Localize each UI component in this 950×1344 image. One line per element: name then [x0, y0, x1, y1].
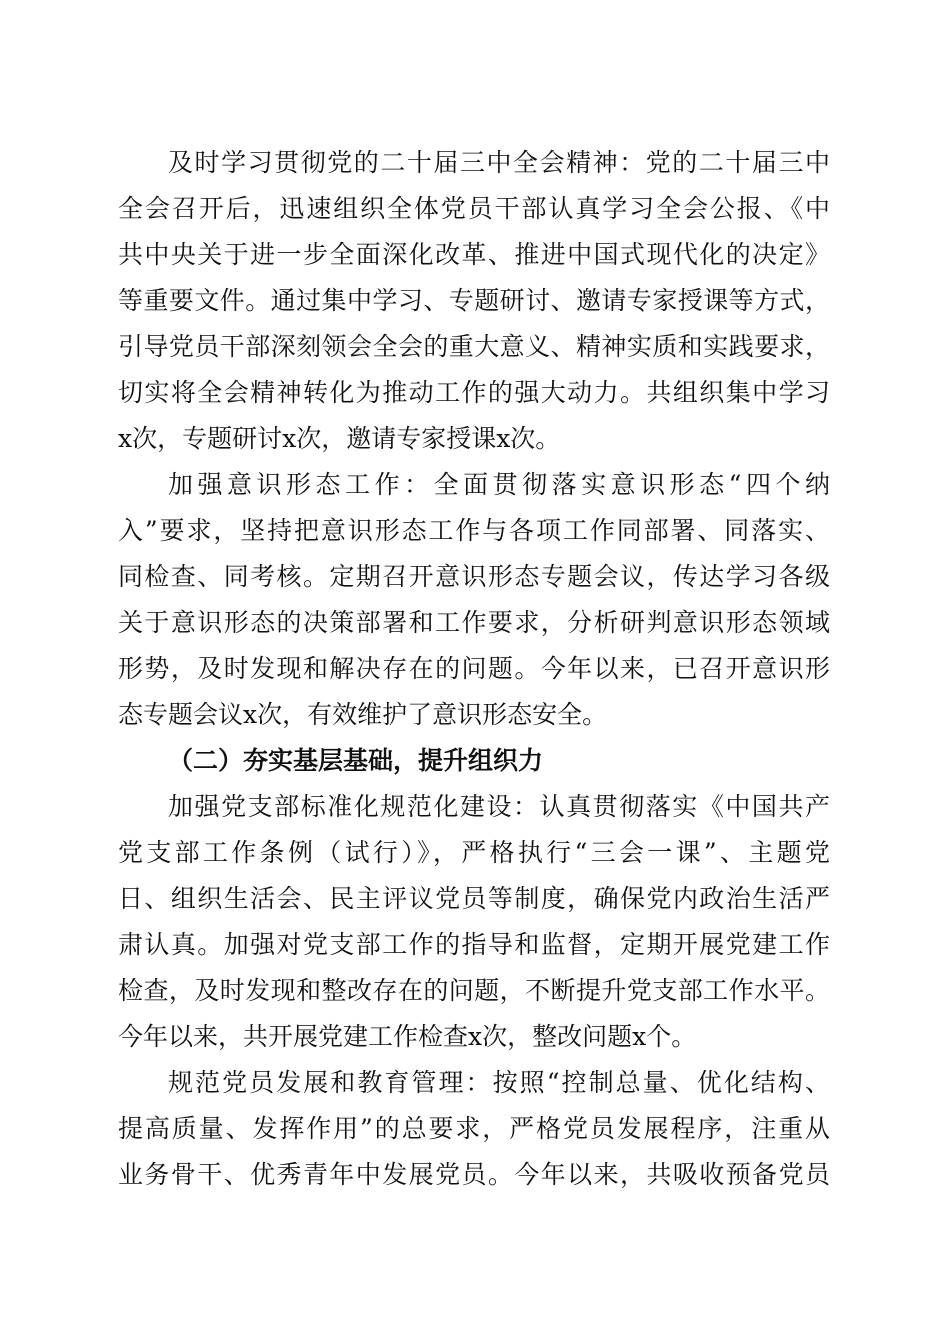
text-line: 等重要文件。通过集中学习、专题研讨、邀请专家授课等方式，: [118, 286, 830, 315]
text-line: 党支部工作条例（试行）》，严格执行“三会一课”、主题党: [118, 838, 830, 867]
text-line: 业务骨干、优秀青年中发展党员。今年以来，共吸收预备党员: [118, 1160, 830, 1189]
text-line: 关于意识形态的决策部署和工作要求，分析研判意识形态领域: [118, 608, 830, 637]
text-line: 加强意识形态工作：全面贯彻落实意识形态“四个纳: [168, 470, 830, 499]
text-line: 切实将全会精神转化为推动工作的强大动力。共组织集中学习: [118, 378, 830, 407]
text-line: 入”要求，坚持把意识形态工作与各项工作同部署、同落实、: [118, 516, 830, 545]
text-line: x次，专题研讨x次，邀请专家授课x次。: [118, 424, 561, 453]
text-line: 日、组织生活会、民主评议党员等制度，确保党内政治生活严: [118, 884, 830, 913]
text-line: 提高质量、发挥作用”的总要求，严格党员发展程序，注重从: [118, 1114, 830, 1143]
section-heading-text: （二）夯实基层基础，提升组织力: [168, 746, 544, 775]
text-line: 肃认真。加强对党支部工作的指导和监督，定期开展党建工作: [118, 930, 830, 959]
text-line: 今年以来，共开展党建工作检查x次，整改问题x个。: [118, 1022, 697, 1051]
text-line: 共中央关于进一步全面深化改革、推进中国式现代化的决定》: [118, 240, 830, 269]
text-line: 态专题会议x次，有效维护了意识形态安全。: [118, 700, 608, 729]
section-heading: [118, 738, 830, 784]
text-line: 全会召开后，迅速组织全体党员干部认真学习全会公报、《中: [118, 194, 830, 223]
text-line: 及时学习贯彻党的二十届三中全会精神：党的二十届三中: [168, 148, 830, 177]
paragraph-branch-standardization: [118, 784, 830, 1060]
text-line: 形势，及时发现和解决存在的问题。今年以来，已召开意识形: [118, 654, 830, 683]
text-line: 检查，及时发现和整改存在的问题，不断提升党支部工作水平。: [118, 976, 830, 1005]
document-body: [118, 140, 830, 1198]
text-line: 引导党员干部深刻领会全会的重大意义、精神实质和实践要求，: [118, 332, 830, 361]
text-line: 规范党员发展和教育管理：按照“控制总量、优化结构、: [168, 1068, 830, 1097]
text-line: 同检查、同考核。定期召开意识形态专题会议，传达学习各级: [118, 562, 830, 591]
paragraph-member-development: [118, 1060, 830, 1198]
paragraph-ideology-work: [118, 462, 830, 738]
text-line: 加强党支部标准化规范化建设：认真贯彻落实《中国共产: [168, 792, 830, 821]
paragraph-study-plenum: [118, 140, 830, 462]
